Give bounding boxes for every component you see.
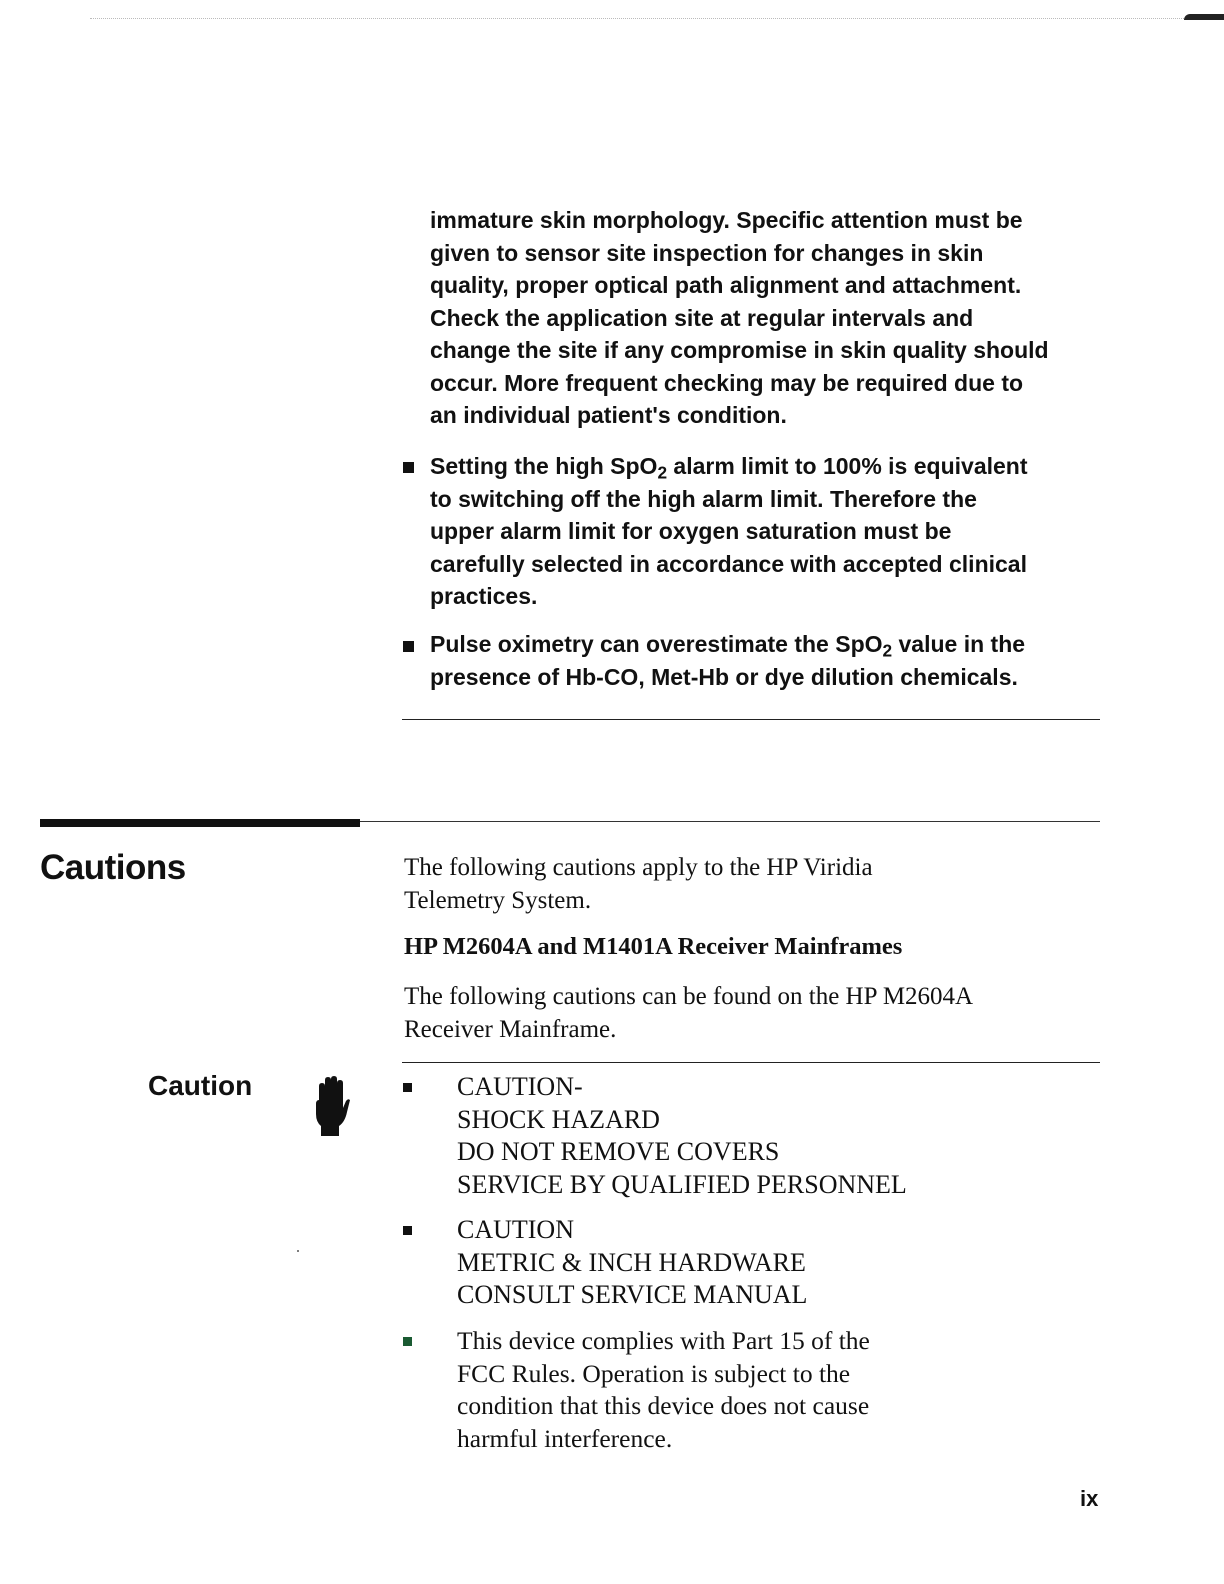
paragraph-line: occur. More frequent checking may be required due to bbox=[430, 369, 1024, 396]
hand-stop-icon bbox=[310, 1074, 350, 1138]
paragraph-line: quality, proper optical path alignment and attachment. bbox=[430, 272, 1022, 298]
bullet-square bbox=[403, 1337, 412, 1346]
text-run: Pulse oximetry can overestimate the SpO bbox=[430, 631, 883, 657]
warning-bullet-overestimate bbox=[430, 628, 1110, 693]
paragraph-line: Check the application site at regular intervals and bbox=[430, 304, 974, 331]
item-line: METRIC & INCH HARDWARE bbox=[457, 1247, 806, 1277]
warning-continuation-paragraph bbox=[430, 204, 1110, 432]
item-line: DO NOT REMOVE COVERS bbox=[457, 1137, 780, 1166]
warning-bullet-spo2-limit bbox=[430, 450, 1110, 613]
text-run: alarm limit to 100% is equivalent bbox=[667, 453, 1028, 479]
item-line: harmful interference. bbox=[457, 1423, 673, 1453]
scan-speck bbox=[297, 1250, 299, 1252]
bullet-line bbox=[430, 450, 1110, 483]
item-line: SERVICE BY QUALIFIED PERSONNEL bbox=[457, 1169, 907, 1199]
item-text bbox=[457, 1325, 1077, 1455]
bullet-square bbox=[403, 641, 414, 652]
item-line: This device complies with Part 15 of the bbox=[457, 1326, 870, 1355]
sub-intro-line: The following cautions can be found on the HP M2604A bbox=[404, 983, 974, 1010]
paragraph-line: given to sensor site inspection for changes in skin bbox=[430, 239, 984, 266]
bullet-line: practices. bbox=[430, 583, 538, 609]
bullet-line: to switching off the high alarm limit. Therefore the bbox=[430, 485, 977, 512]
caution-label: Caution bbox=[148, 1070, 253, 1101]
bullet-line: upper alarm limit for oxygen saturation must be bbox=[430, 518, 952, 544]
sub-intro bbox=[404, 981, 1104, 1046]
bullet-square bbox=[403, 462, 414, 473]
section-bar bbox=[40, 819, 360, 827]
paragraph-line: change the site if any compromise in skin quality should bbox=[430, 337, 1049, 363]
intro-line: The following cautions apply to the HP Viridia bbox=[404, 854, 873, 881]
item-text bbox=[457, 1071, 1077, 1201]
subscript: 2 bbox=[657, 462, 668, 483]
intro-line: Telemetry System. bbox=[404, 886, 592, 914]
sub-intro-line: Receiver Mainframe. bbox=[404, 1015, 617, 1043]
caution-start-rule bbox=[402, 1062, 1100, 1063]
bullet-square bbox=[403, 1083, 412, 1092]
bullet-line: carefully selected in accordance with accepted clinical bbox=[430, 550, 1027, 577]
cautions-intro bbox=[404, 852, 1104, 917]
scan-edge-mark bbox=[1184, 14, 1224, 20]
item-line: CONSULT SERVICE MANUAL bbox=[457, 1280, 808, 1309]
scan-edge bbox=[90, 18, 1224, 21]
text-run: value in the bbox=[892, 631, 1026, 657]
item-line: SHOCK HAZARD bbox=[457, 1104, 660, 1134]
subheading: HP M2604A and M1401A Receiver Mainframes bbox=[404, 933, 903, 960]
subscript: 2 bbox=[882, 640, 893, 661]
item-line: CAUTION- bbox=[457, 1072, 583, 1101]
text-run: Setting the high SpO bbox=[430, 453, 658, 479]
section-heading: Cautions bbox=[40, 848, 186, 887]
page-number: ix bbox=[1080, 1486, 1099, 1511]
item-line: FCC Rules. Operation is subject to the bbox=[457, 1358, 851, 1388]
warning-end-rule bbox=[402, 719, 1100, 720]
item-line: CAUTION bbox=[457, 1215, 574, 1244]
section-rule bbox=[360, 821, 1100, 822]
bullet-line bbox=[430, 628, 1110, 661]
item-line: condition that this device does not cause bbox=[457, 1391, 870, 1420]
bullet-square bbox=[403, 1226, 412, 1235]
paragraph-line: immature skin morphology. Specific attention must be bbox=[430, 207, 1023, 233]
item-text bbox=[457, 1214, 1077, 1312]
paragraph-line: an individual patient's condition. bbox=[430, 402, 787, 428]
bullet-line: presence of Hb-CO, Met-Hb or dye dilution chemicals. bbox=[430, 663, 1018, 690]
